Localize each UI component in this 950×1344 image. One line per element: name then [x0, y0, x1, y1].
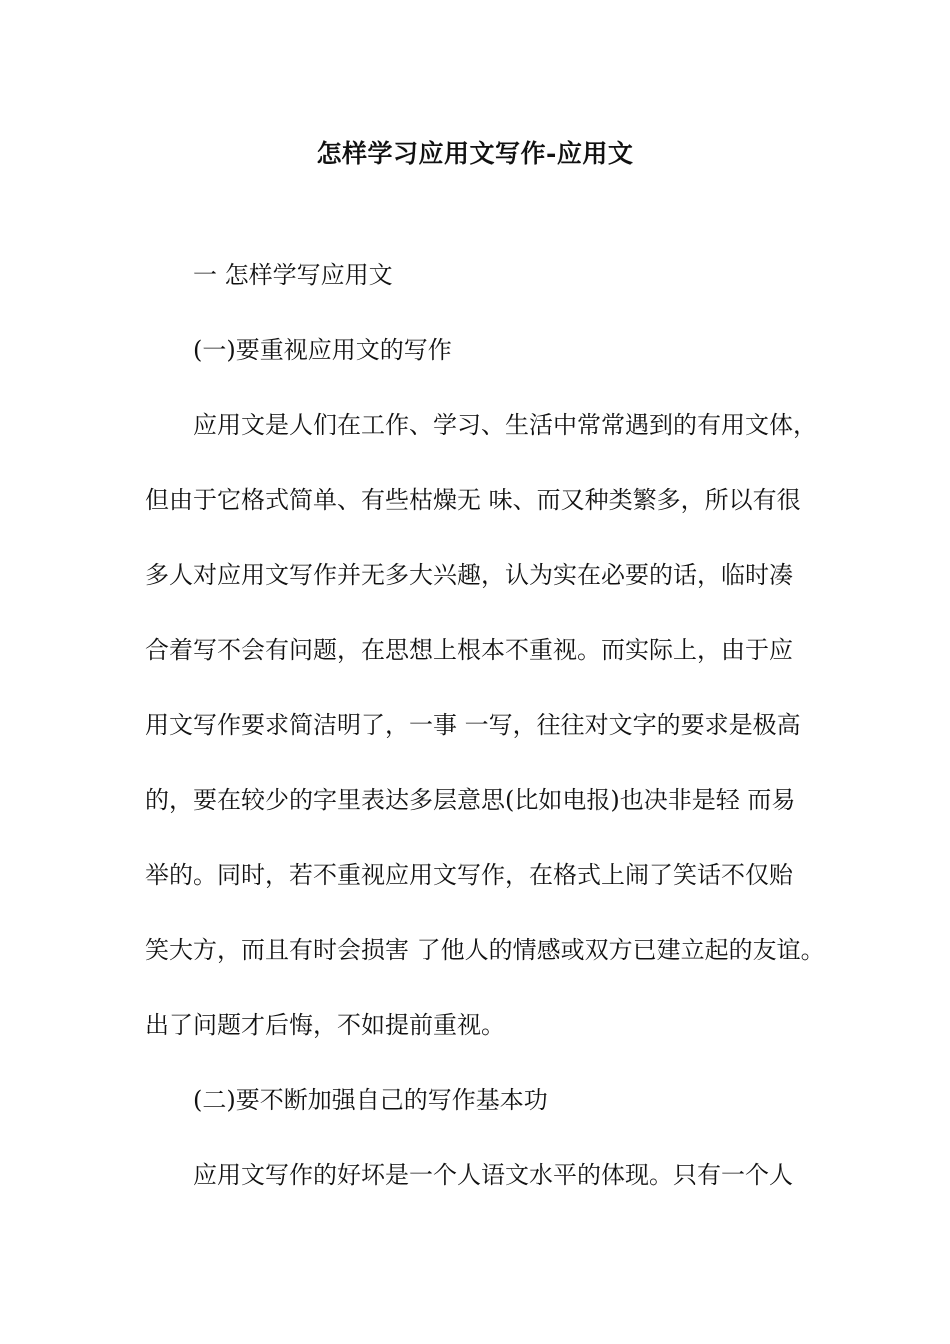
paragraph-line: 举的。同时，若不重视应用文写作，在格式上闹了笑话不仅贻 [145, 861, 793, 889]
section-heading: 一 怎样学写应用文 [193, 261, 393, 289]
paragraph-line: 合着写不会有问题，在思想上根本不重视。而实际上，由于应 [145, 636, 793, 664]
paragraph-line: 应用文写作的好坏是一个人语文水平的体现。只有一个人 [193, 1161, 793, 1189]
subsection-heading: (一)要重视应用文的写作 [193, 336, 452, 364]
paragraph-line: 的，要在较少的字里表达多层意思(比如电报)也决非是轻 而易 [145, 786, 796, 814]
paragraph-line: 多人对应用文写作并无多大兴趣，认为实在必要的话，临时凑 [145, 561, 793, 589]
paragraph-line: 出了问题才后悔，不如提前重视。 [145, 1011, 505, 1039]
subsection-heading: (二)要不断加强自己的写作基本功 [193, 1086, 548, 1114]
document-title: 怎样学习应用文写作-应用文 [316, 139, 634, 168]
paragraph-line: 用文写作要求简洁明了，一事 一写，往往对文字的要求是极高 [145, 711, 801, 739]
paragraph-line: 应用文是人们在工作、学习、生活中常常遇到的有用文体， [193, 411, 817, 439]
paragraph-line: 笑大方，而且有时会损害 了他人的情感或双方已建立起的友谊。 [145, 936, 825, 964]
paragraph-line: 但由于它格式简单、有些枯燥无 味、而又种类繁多，所以有很 [145, 486, 801, 514]
